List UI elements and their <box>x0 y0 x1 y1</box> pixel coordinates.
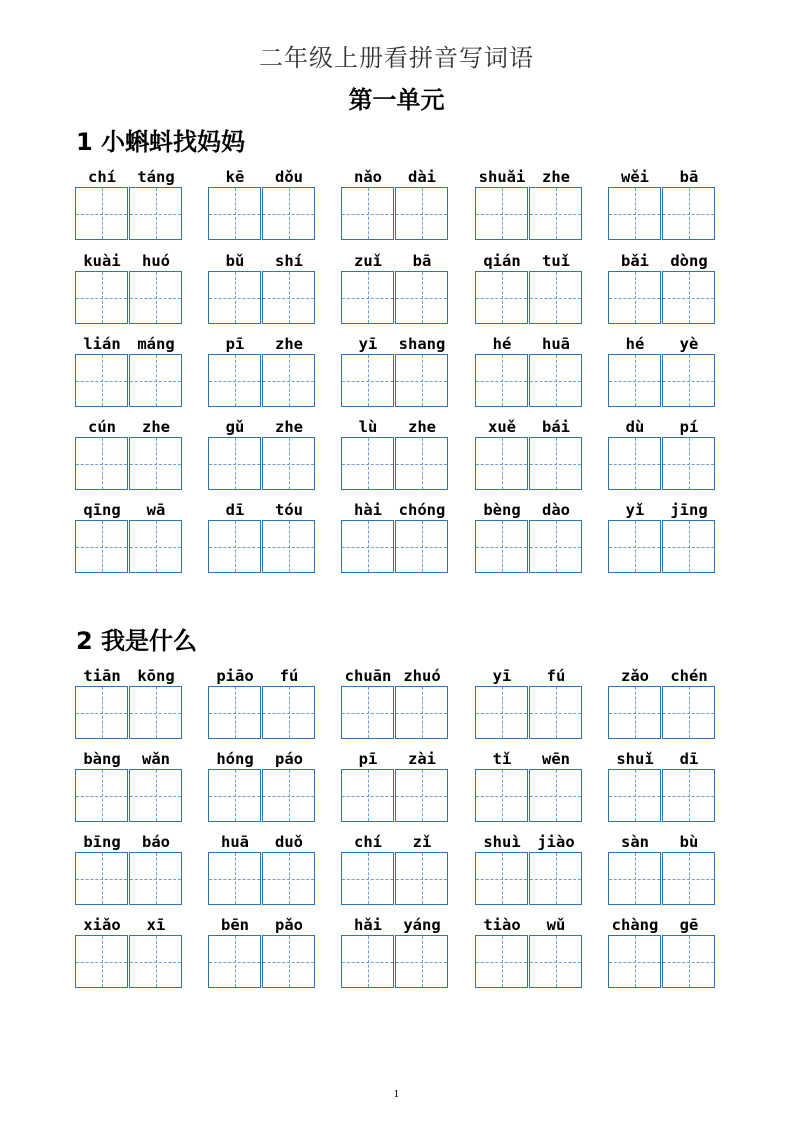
writing-grid-box[interactable] <box>341 852 394 905</box>
writing-grid-box[interactable] <box>129 935 182 988</box>
pinyin-word-item <box>608 750 716 826</box>
unit-title: 第一单元 <box>348 86 445 114</box>
pinyin-syllable: huó <box>142 252 170 270</box>
writing-grid-box[interactable] <box>341 935 394 988</box>
writing-grid-box[interactable] <box>475 935 528 988</box>
writing-grid-box[interactable] <box>129 187 182 240</box>
pinyin-syllable: zuǐ <box>354 252 382 270</box>
pinyin-syllable: fú <box>546 667 566 685</box>
pinyin-syllable: zǎo <box>621 667 649 685</box>
pinyin-syllable: wǎn <box>142 750 170 768</box>
pinyin-syllable: wā <box>146 501 166 519</box>
pinyin-syllable: tiào <box>483 916 521 934</box>
writing-grid-box[interactable] <box>75 686 128 739</box>
pinyin-word-item <box>475 418 583 494</box>
lesson-title: 1 小蝌蚪找妈妈 <box>76 128 246 156</box>
pinyin-word-item <box>208 750 316 826</box>
pinyin-syllable: piāo <box>216 667 254 685</box>
writing-grid-box[interactable] <box>262 769 315 822</box>
pinyin-syllable: zhuó <box>403 667 441 685</box>
pinyin-syllable: páo <box>275 750 303 768</box>
document-title: 二年级上册看拼音写词语 <box>259 44 534 72</box>
lesson-title: 2 我是什么 <box>76 627 198 655</box>
pinyin-syllable: wēn <box>542 750 570 768</box>
pinyin-syllable: dù <box>625 418 645 436</box>
pinyin-syllable: shang <box>398 335 446 353</box>
pinyin-syllable: hé <box>492 335 512 353</box>
writing-grid-box[interactable] <box>662 852 715 905</box>
writing-grid-box[interactable] <box>395 935 448 988</box>
pinyin-syllable: bù <box>679 833 699 851</box>
pinyin-syllable: dòng <box>670 252 708 270</box>
pinyin-syllable: xuě <box>488 418 516 436</box>
pinyin-syllable: pī <box>358 750 378 768</box>
writing-grid-box[interactable] <box>262 686 315 739</box>
pinyin-syllable: shuǐ <box>616 750 654 768</box>
writing-grid-box[interactable] <box>129 852 182 905</box>
pinyin-word-item <box>75 667 183 743</box>
pinyin-syllable: hé <box>625 335 645 353</box>
pinyin-syllable: táng <box>137 168 175 186</box>
writing-grid-box[interactable] <box>608 520 661 573</box>
writing-grid-box[interactable] <box>262 437 315 490</box>
writing-grid-box[interactable] <box>529 271 582 324</box>
pinyin-syllable: pí <box>679 418 699 436</box>
writing-grid-box[interactable] <box>608 437 661 490</box>
writing-grid-box[interactable] <box>395 354 448 407</box>
pinyin-syllable: gē <box>679 916 699 934</box>
pinyin-syllable: chí <box>354 833 382 851</box>
pinyin-syllable: máng <box>137 335 175 353</box>
pinyin-syllable: zhe <box>275 418 303 436</box>
pinyin-word-item <box>208 833 316 909</box>
writing-grid-box[interactable] <box>608 187 661 240</box>
pinyin-word-item <box>475 335 583 411</box>
pinyin-word-item <box>475 750 583 826</box>
writing-grid-box[interactable] <box>75 271 128 324</box>
writing-grid-box[interactable] <box>662 686 715 739</box>
pinyin-word-item <box>341 168 449 244</box>
pinyin-syllable: dī <box>225 501 245 519</box>
pinyin-syllable: hǎi <box>354 916 382 934</box>
pinyin-syllable: qīng <box>83 501 121 519</box>
writing-grid-box[interactable] <box>129 271 182 324</box>
pinyin-syllable: bēn <box>221 916 249 934</box>
pinyin-syllable: lián <box>83 335 121 353</box>
writing-grid-box[interactable] <box>529 686 582 739</box>
writing-grid-box[interactable] <box>608 354 661 407</box>
pinyin-syllable: fú <box>279 667 299 685</box>
writing-grid-box[interactable] <box>662 437 715 490</box>
pinyin-word-item <box>608 252 716 328</box>
writing-grid-box[interactable] <box>208 852 261 905</box>
pinyin-syllable: pǎo <box>275 916 303 934</box>
writing-grid-box[interactable] <box>475 271 528 324</box>
pinyin-syllable: shuǎi <box>478 168 526 186</box>
writing-grid-box[interactable] <box>262 935 315 988</box>
pinyin-syllable: nǎo <box>354 168 382 186</box>
writing-grid-box[interactable] <box>475 437 528 490</box>
writing-grid-box[interactable] <box>395 520 448 573</box>
writing-grid-box[interactable] <box>208 686 261 739</box>
pinyin-word-item <box>75 418 183 494</box>
writing-grid-box[interactable] <box>608 935 661 988</box>
pinyin-word-item <box>75 252 183 328</box>
pinyin-syllable: bèng <box>483 501 521 519</box>
pinyin-syllable: bǎi <box>621 252 649 270</box>
writing-grid-box[interactable] <box>262 520 315 573</box>
writing-grid-box[interactable] <box>341 187 394 240</box>
writing-grid-box[interactable] <box>208 271 261 324</box>
pinyin-word-item <box>341 833 449 909</box>
pinyin-word-item <box>341 335 449 411</box>
writing-grid-box[interactable] <box>395 686 448 739</box>
writing-grid-box[interactable] <box>475 187 528 240</box>
pinyin-syllable: kōng <box>137 667 175 685</box>
pinyin-syllable: huā <box>221 833 249 851</box>
pinyin-syllable: yī <box>492 667 512 685</box>
writing-grid-box[interactable] <box>662 935 715 988</box>
pinyin-syllable: yáng <box>403 916 441 934</box>
writing-grid-box[interactable] <box>208 437 261 490</box>
writing-grid-box[interactable] <box>208 354 261 407</box>
writing-grid-box[interactable] <box>341 354 394 407</box>
writing-grid-box[interactable] <box>262 271 315 324</box>
writing-grid-box[interactable] <box>129 354 182 407</box>
pinyin-word-item <box>75 916 183 992</box>
pinyin-syllable: zhe <box>275 335 303 353</box>
writing-grid-box[interactable] <box>529 935 582 988</box>
pinyin-word-item <box>341 501 449 577</box>
pinyin-syllable: shí <box>275 252 303 270</box>
writing-grid-box[interactable] <box>529 852 582 905</box>
pinyin-syllable: bā <box>679 168 699 186</box>
pinyin-word-item <box>75 833 183 909</box>
pinyin-syllable: zǐ <box>412 833 432 851</box>
pinyin-syllable: dài <box>408 168 436 186</box>
pinyin-syllable: cún <box>88 418 116 436</box>
pinyin-word-item <box>475 252 583 328</box>
pinyin-syllable: bīng <box>83 833 121 851</box>
writing-grid-box[interactable] <box>341 437 394 490</box>
writing-grid-box[interactable] <box>129 769 182 822</box>
writing-grid-box[interactable] <box>529 520 582 573</box>
writing-grid-box[interactable] <box>208 520 261 573</box>
pinyin-syllable: dǒu <box>275 168 303 186</box>
pinyin-syllable: dào <box>542 501 570 519</box>
writing-grid-box[interactable] <box>341 520 394 573</box>
writing-grid-box[interactable] <box>341 271 394 324</box>
pinyin-word-item <box>475 833 583 909</box>
pinyin-word-item <box>608 168 716 244</box>
writing-grid-box[interactable] <box>208 769 261 822</box>
pinyin-syllable: zhe <box>542 168 570 186</box>
pinyin-syllable: zài <box>408 750 436 768</box>
pinyin-syllable: chàng <box>611 916 659 934</box>
pinyin-syllable: jiào <box>537 833 575 851</box>
pinyin-syllable: wǔ <box>546 916 566 934</box>
page-number: 1 <box>393 1090 400 1100</box>
writing-grid-box[interactable] <box>129 686 182 739</box>
pinyin-word-item <box>341 916 449 992</box>
writing-grid-box[interactable] <box>75 354 128 407</box>
writing-grid-box[interactable] <box>341 686 394 739</box>
pinyin-syllable: gǔ <box>225 418 245 436</box>
pinyin-word-item <box>75 335 183 411</box>
pinyin-word-item <box>208 667 316 743</box>
pinyin-syllable: tuǐ <box>542 252 570 270</box>
pinyin-syllable: pī <box>225 335 245 353</box>
pinyin-word-item <box>208 252 316 328</box>
writing-grid-box[interactable] <box>608 769 661 822</box>
writing-grid-box[interactable] <box>75 769 128 822</box>
pinyin-syllable: yī <box>358 335 378 353</box>
pinyin-word-item <box>208 501 316 577</box>
writing-grid-box[interactable] <box>395 769 448 822</box>
pinyin-word-item <box>75 750 183 826</box>
writing-grid-box[interactable] <box>608 686 661 739</box>
pinyin-syllable: tóu <box>275 501 303 519</box>
writing-grid-box[interactable] <box>475 354 528 407</box>
writing-grid-box[interactable] <box>75 437 128 490</box>
writing-grid-box[interactable] <box>662 354 715 407</box>
writing-grid-box[interactable] <box>529 187 582 240</box>
pinyin-syllable: dī <box>679 750 699 768</box>
pinyin-syllable: chí <box>88 168 116 186</box>
writing-grid-box[interactable] <box>395 437 448 490</box>
pinyin-syllable: bàng <box>83 750 121 768</box>
writing-grid-box[interactable] <box>662 520 715 573</box>
pinyin-word-item <box>608 916 716 992</box>
writing-grid-box[interactable] <box>395 271 448 324</box>
writing-grid-box[interactable] <box>475 686 528 739</box>
writing-grid-box[interactable] <box>208 187 261 240</box>
pinyin-word-item <box>608 501 716 577</box>
pinyin-syllable: xī <box>146 916 166 934</box>
writing-grid-box[interactable] <box>75 852 128 905</box>
pinyin-syllable: zhe <box>408 418 436 436</box>
writing-grid-box[interactable] <box>129 520 182 573</box>
pinyin-word-item <box>475 501 583 577</box>
pinyin-syllable: bā <box>412 252 432 270</box>
pinyin-word-item <box>208 335 316 411</box>
pinyin-syllable: lù <box>358 418 378 436</box>
pinyin-syllable: tiān <box>83 667 121 685</box>
pinyin-word-item <box>608 418 716 494</box>
pinyin-syllable: duǒ <box>275 833 303 851</box>
pinyin-word-item <box>341 252 449 328</box>
pinyin-syllable: chóng <box>398 501 446 519</box>
writing-grid-box[interactable] <box>395 852 448 905</box>
pinyin-syllable: kē <box>225 168 245 186</box>
writing-grid-box[interactable] <box>129 437 182 490</box>
pinyin-word-item <box>608 833 716 909</box>
writing-grid-box[interactable] <box>262 187 315 240</box>
pinyin-word-item <box>341 418 449 494</box>
pinyin-syllable: chén <box>670 667 708 685</box>
pinyin-syllable: wěi <box>621 168 649 186</box>
pinyin-word-item <box>608 667 716 743</box>
writing-grid-box[interactable] <box>608 271 661 324</box>
pinyin-word-item <box>75 501 183 577</box>
writing-grid-box[interactable] <box>75 520 128 573</box>
pinyin-syllable: yǐ <box>625 501 645 519</box>
writing-grid-box[interactable] <box>608 852 661 905</box>
writing-grid-box[interactable] <box>208 935 261 988</box>
pinyin-syllable: bǔ <box>225 252 245 270</box>
writing-grid-box[interactable] <box>662 187 715 240</box>
pinyin-word-item <box>208 916 316 992</box>
pinyin-syllable: qián <box>483 252 521 270</box>
pinyin-word-item <box>341 667 449 743</box>
pinyin-syllable: jīng <box>670 501 708 519</box>
writing-grid-box[interactable] <box>395 187 448 240</box>
pinyin-syllable: zhe <box>142 418 170 436</box>
writing-grid-box[interactable] <box>529 437 582 490</box>
pinyin-syllable: huā <box>542 335 570 353</box>
pinyin-syllable: hài <box>354 501 382 519</box>
writing-grid-box[interactable] <box>75 187 128 240</box>
writing-grid-box[interactable] <box>529 354 582 407</box>
writing-grid-box[interactable] <box>475 852 528 905</box>
writing-grid-box[interactable] <box>662 271 715 324</box>
pinyin-syllable: xiǎo <box>83 916 121 934</box>
pinyin-syllable: hóng <box>216 750 254 768</box>
writing-grid-box[interactable] <box>262 354 315 407</box>
pinyin-word-item <box>75 168 183 244</box>
writing-grid-box[interactable] <box>475 520 528 573</box>
pinyin-word-item <box>475 168 583 244</box>
pinyin-word-item <box>475 667 583 743</box>
pinyin-word-item <box>608 335 716 411</box>
writing-grid-box[interactable] <box>662 769 715 822</box>
pinyin-word-item <box>208 418 316 494</box>
writing-grid-box[interactable] <box>262 852 315 905</box>
writing-grid-box[interactable] <box>475 769 528 822</box>
pinyin-word-item <box>341 750 449 826</box>
pinyin-syllable: chuān <box>344 667 392 685</box>
pinyin-syllable: sàn <box>621 833 649 851</box>
pinyin-word-item <box>475 916 583 992</box>
pinyin-syllable: yè <box>679 335 699 353</box>
pinyin-syllable: shuì <box>483 833 521 851</box>
pinyin-syllable: bái <box>542 418 570 436</box>
pinyin-word-item <box>208 168 316 244</box>
pinyin-syllable: báo <box>142 833 170 851</box>
pinyin-syllable: tǐ <box>492 750 512 768</box>
writing-grid-box[interactable] <box>75 935 128 988</box>
writing-grid-box[interactable] <box>341 769 394 822</box>
writing-grid-box[interactable] <box>529 769 582 822</box>
pinyin-syllable: kuài <box>83 252 121 270</box>
